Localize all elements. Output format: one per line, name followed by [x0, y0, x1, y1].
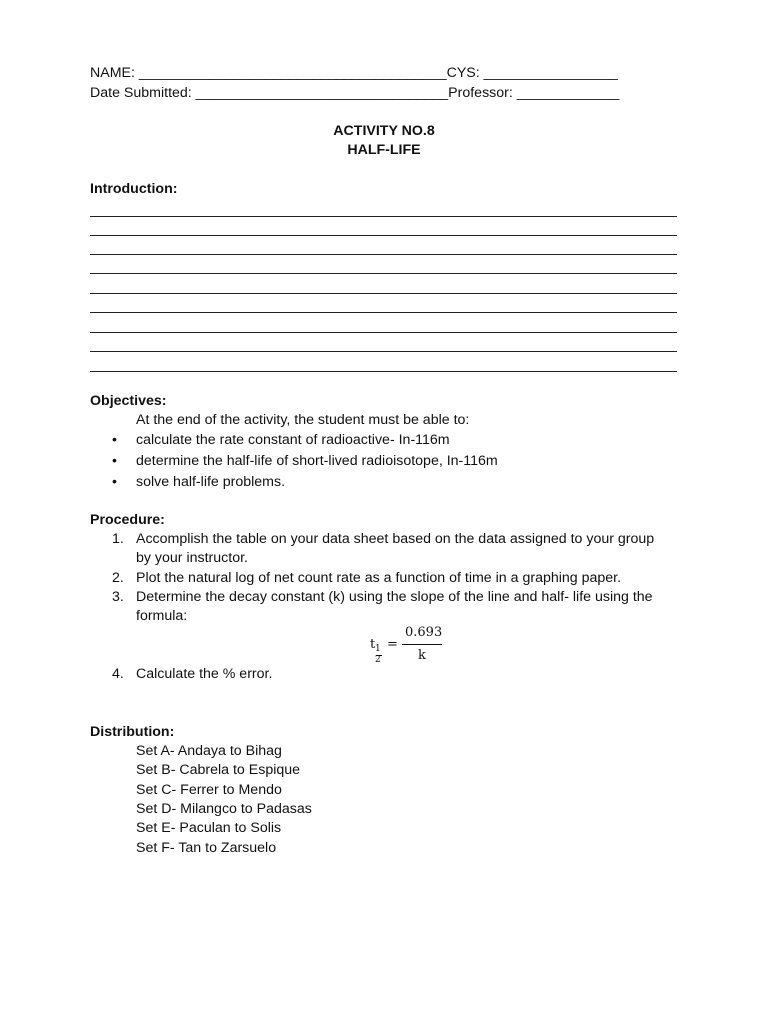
procedure-heading: Procedure: — [90, 512, 165, 528]
blank-line — [90, 254, 677, 255]
blank-line — [90, 273, 677, 274]
formula-fraction-bar — [402, 644, 442, 645]
objective-item: determine the half-life of short-lived radioisotope, In-116m — [136, 453, 498, 469]
procedure-step: Determine the decay constant (k) using the slope of the line and half- life using the — [136, 589, 653, 605]
distribution-heading: Distribution: — [90, 724, 175, 740]
distribution-set: Set D- Milangco to Padasas — [136, 801, 312, 817]
blank-line — [90, 216, 677, 217]
procedure-step: Calculate the % error. — [136, 666, 273, 682]
date-professor-line: Date Submitted: ________________________________Professor: _____________ — [90, 85, 620, 101]
bullet-icon: • — [112, 474, 117, 490]
step-number: 3. — [112, 589, 124, 605]
formula-subscript-denominator: 2 — [375, 655, 381, 665]
bullet-icon: • — [112, 432, 117, 448]
procedure-step-continuation: by your instructor. — [136, 550, 248, 566]
distribution-set: Set A- Andaya to Bihag — [136, 743, 282, 759]
procedure-step-continuation: formula: — [136, 608, 188, 624]
procedure-step: Plot the natural log of net count rate as a function of time in a graphing paper. — [136, 570, 622, 586]
half-life-formula — [368, 624, 448, 664]
step-number: 2. — [112, 570, 124, 586]
introduction-heading: Introduction: — [90, 181, 178, 197]
activity-topic: HALF-LIFE — [347, 142, 421, 158]
step-number: 1. — [112, 531, 124, 547]
procedure-step: Accomplish the table on your data sheet based on the data assigned to your group — [136, 531, 655, 547]
objective-item: solve half-life problems. — [136, 474, 286, 490]
step-number: 4. — [112, 666, 124, 682]
formula-denominator: k — [418, 648, 426, 663]
blank-line — [90, 351, 677, 352]
name-cys-line: NAME: _______________________________________CYS: _________________ — [90, 65, 618, 81]
distribution-set: Set C- Ferrer to Mendo — [136, 782, 282, 798]
objectives-heading: Objectives: — [90, 393, 167, 409]
formula-subscript-numerator: 1 — [375, 644, 381, 654]
formula-equals: = — [387, 637, 398, 652]
objective-item: calculate the rate constant of radioactive- In-116m — [136, 432, 450, 448]
activity-title: ACTIVITY NO.8 — [333, 123, 435, 139]
blank-line — [90, 312, 677, 313]
formula-numerator: 0.693 — [405, 625, 443, 640]
blank-line — [90, 371, 677, 372]
formula-t: t — [370, 637, 376, 652]
distribution-set: Set E- Paculan to Solis — [136, 820, 282, 836]
blank-line — [90, 293, 677, 294]
blank-line — [90, 332, 677, 333]
bullet-icon: • — [112, 453, 117, 469]
objectives-lead: At the end of the activity, the student must be able to: — [136, 412, 470, 428]
distribution-set: Set F- Tan to Zarsuelo — [136, 840, 277, 856]
distribution-set: Set B- Cabrela to Espique — [136, 762, 301, 778]
blank-line — [90, 235, 677, 236]
